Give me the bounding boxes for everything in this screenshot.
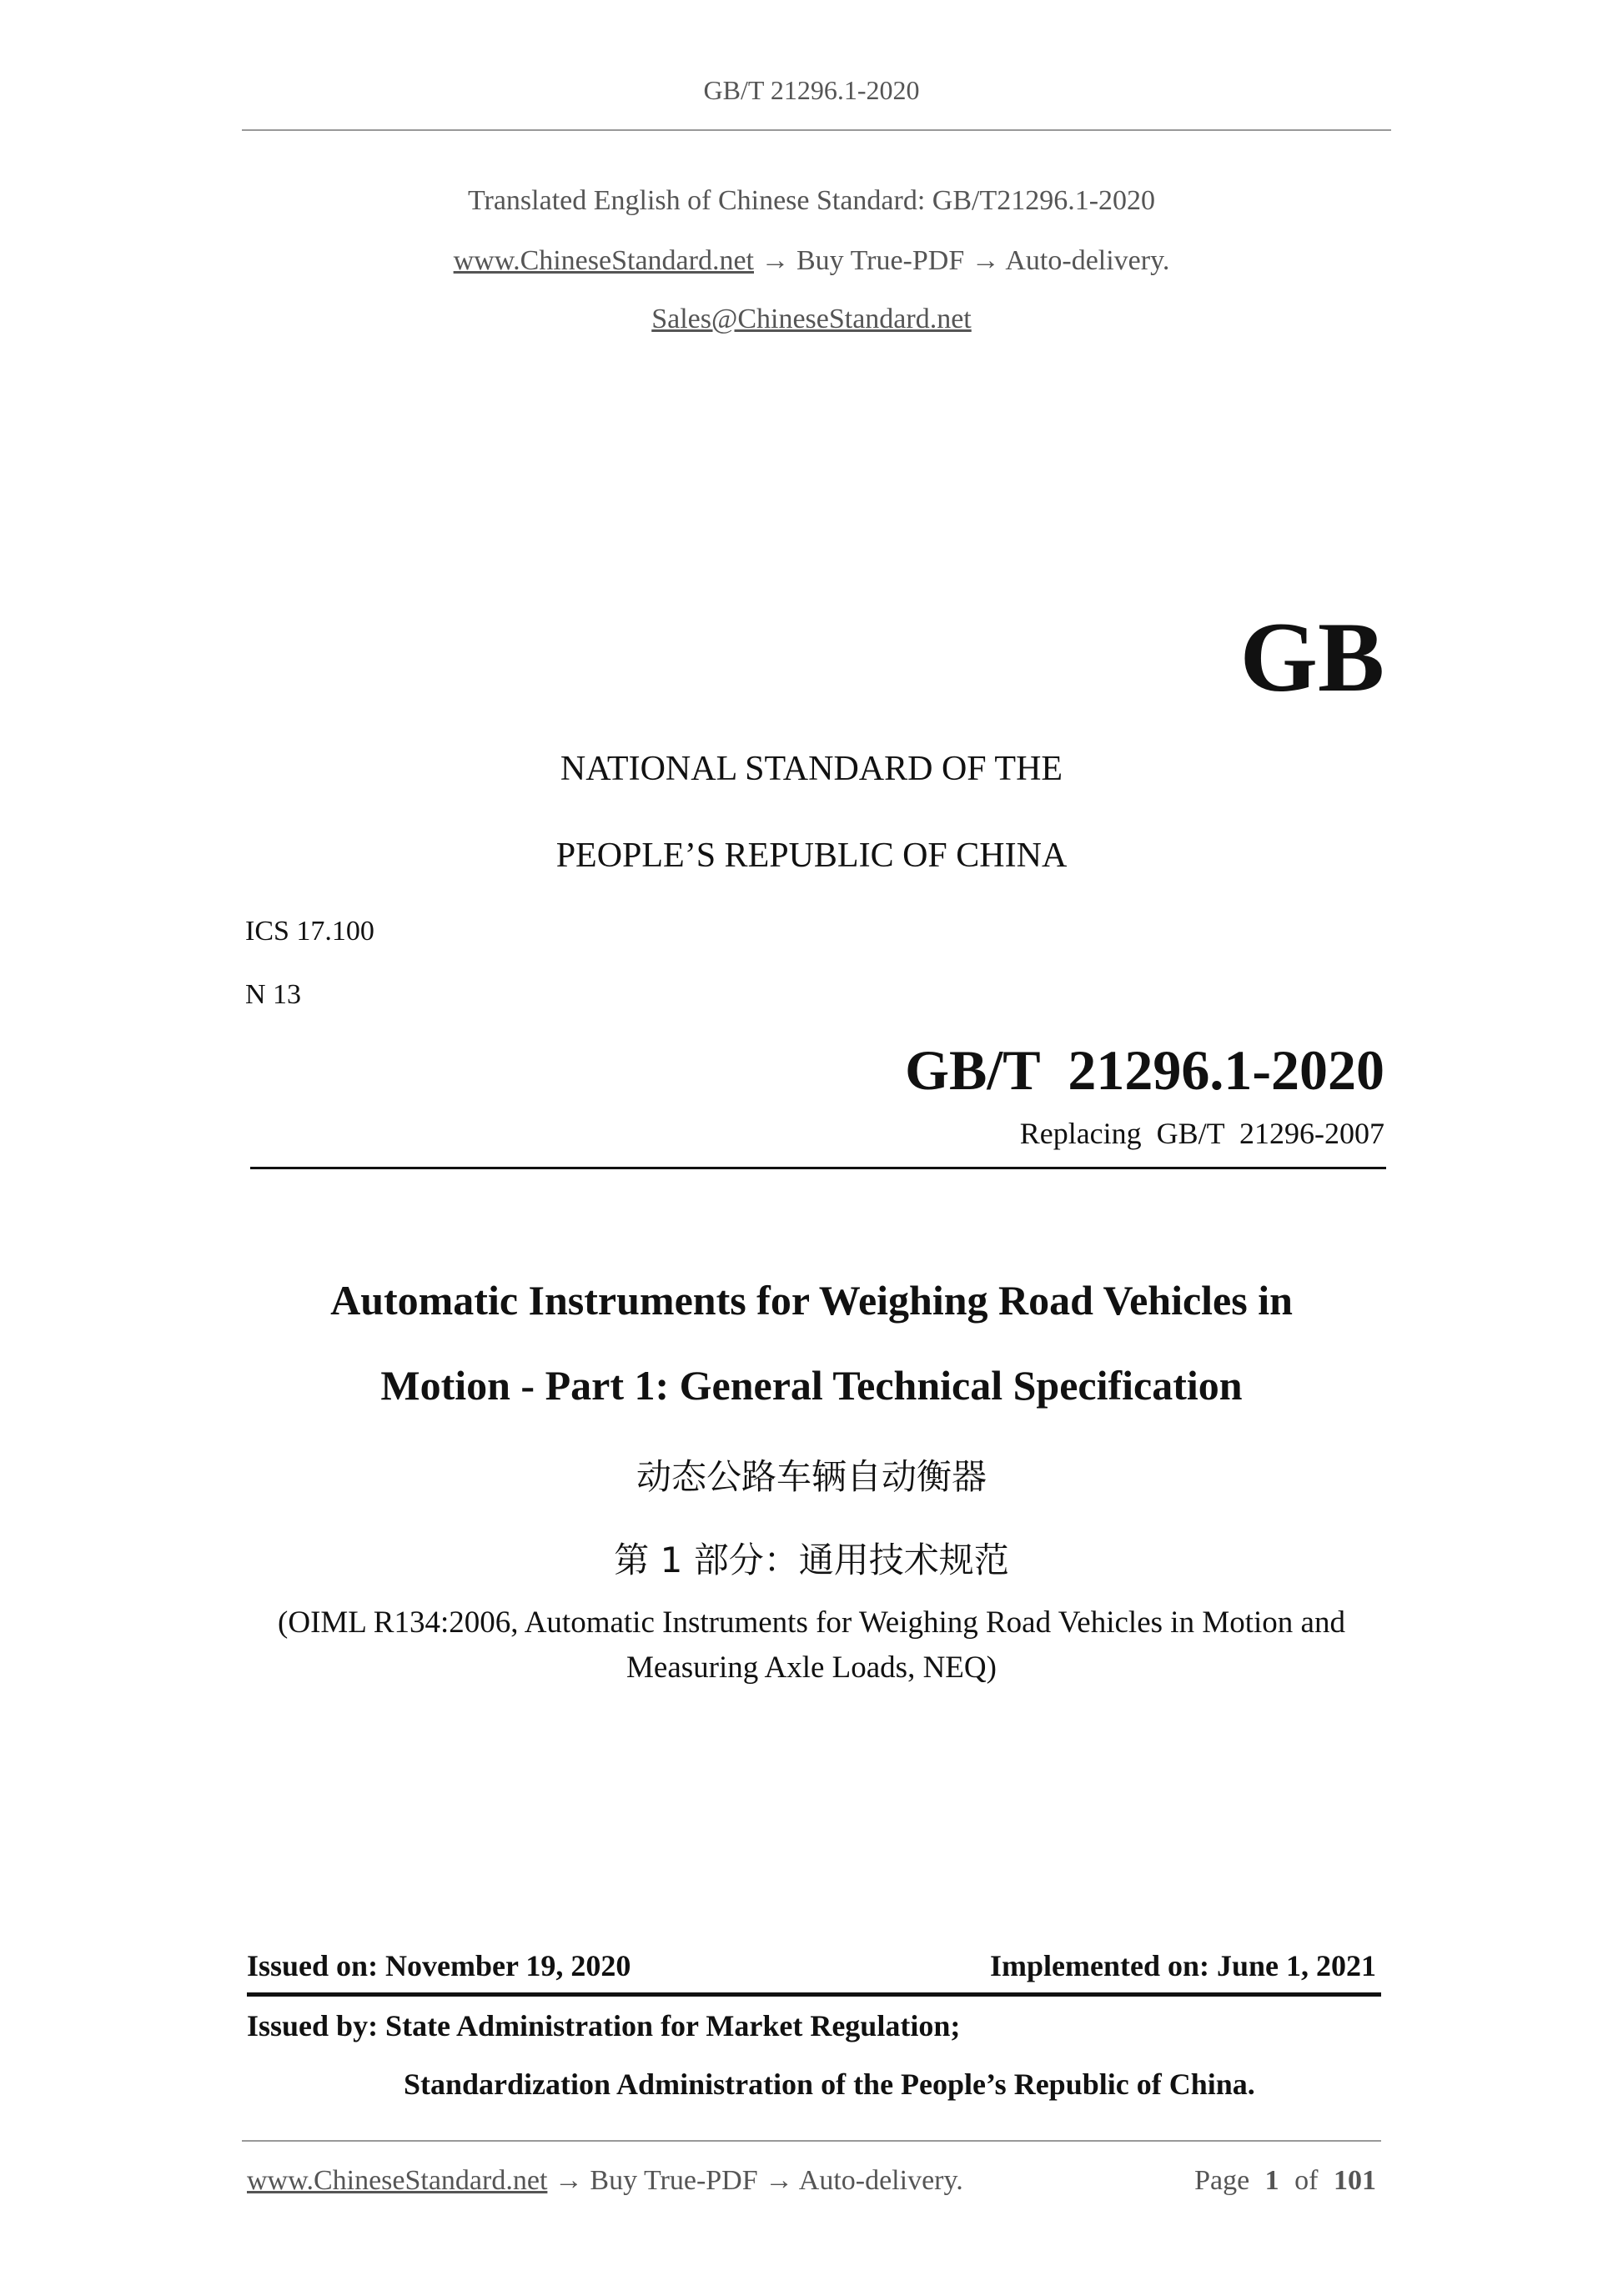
header-rule xyxy=(242,129,1391,131)
running-header: GB/T 21296.1-2020 xyxy=(703,75,920,105)
ics-code: ICS 17.100 xyxy=(245,916,374,947)
page-indicator xyxy=(1194,2165,1376,2197)
replacing-note: Replacing GB/T 21296-2007 xyxy=(1019,1117,1384,1150)
title-line2: Motion - Part 1: General Technical Specification xyxy=(380,1362,1243,1409)
page-number: 1 xyxy=(1264,2165,1279,2196)
of-label: of xyxy=(1294,2165,1319,2196)
national-standard-line1: NATIONAL STANDARD OF THE xyxy=(560,750,1063,788)
page-label: Page xyxy=(1194,2165,1250,2196)
issue-rule xyxy=(247,1992,1381,1997)
promo-purchase-text: → Buy True-PDF → Auto-delivery. xyxy=(761,245,1170,276)
issued-by-line1: Issued by: State Administration for Market Regulation; xyxy=(247,2009,961,2042)
equivalence-line1: (OIML R134:2006, Automatic Instruments for Weighing Road Vehicles in Motion and xyxy=(278,1605,1345,1640)
footer-purchase-line xyxy=(247,2165,963,2197)
standard-number: GB/T 21296.1-2020 xyxy=(905,1038,1384,1102)
footer-site-link[interactable]: www.ChineseStandard.net xyxy=(247,2165,548,2196)
promo-email-link[interactable]: Sales@ChineseStandard.net xyxy=(651,304,972,334)
promo-line: Translated English of Chinese Standard: GB/T21296.1-2020 xyxy=(467,185,1156,216)
gb-logo: GB xyxy=(1239,601,1384,712)
ccs-code: N 13 xyxy=(245,979,302,1010)
implemented-on: Implemented on: June 1, 2021 xyxy=(989,1949,1376,1982)
chinese-title-line1: 动态公路车辆自动衡器 xyxy=(636,1456,987,1497)
promo-purchase-line xyxy=(0,245,1623,277)
page-total: 101 xyxy=(1334,2165,1376,2196)
footer-purchase-text: → Buy True-PDF → Auto-delivery. xyxy=(554,2165,963,2196)
title-line1: Automatic Instruments for Weighing Road Vehicles in xyxy=(330,1277,1293,1324)
equivalence-line2: Measuring Axle Loads, NEQ) xyxy=(626,1650,997,1685)
national-standard-line2: PEOPLE’S REPUBLIC OF CHINA xyxy=(555,837,1068,875)
issued-on: Issued on: November 19, 2020 xyxy=(247,1949,631,1982)
footer-rule xyxy=(242,2140,1381,2142)
number-rule xyxy=(250,1167,1386,1169)
chinese-title-line2: 第 1 部分：通用技术规范 xyxy=(614,1540,1009,1580)
issued-by-line2: Standardization Administration of the People’s Republic of China. xyxy=(404,2067,1255,2101)
promo-site-link[interactable]: www.ChineseStandard.net xyxy=(453,245,754,276)
